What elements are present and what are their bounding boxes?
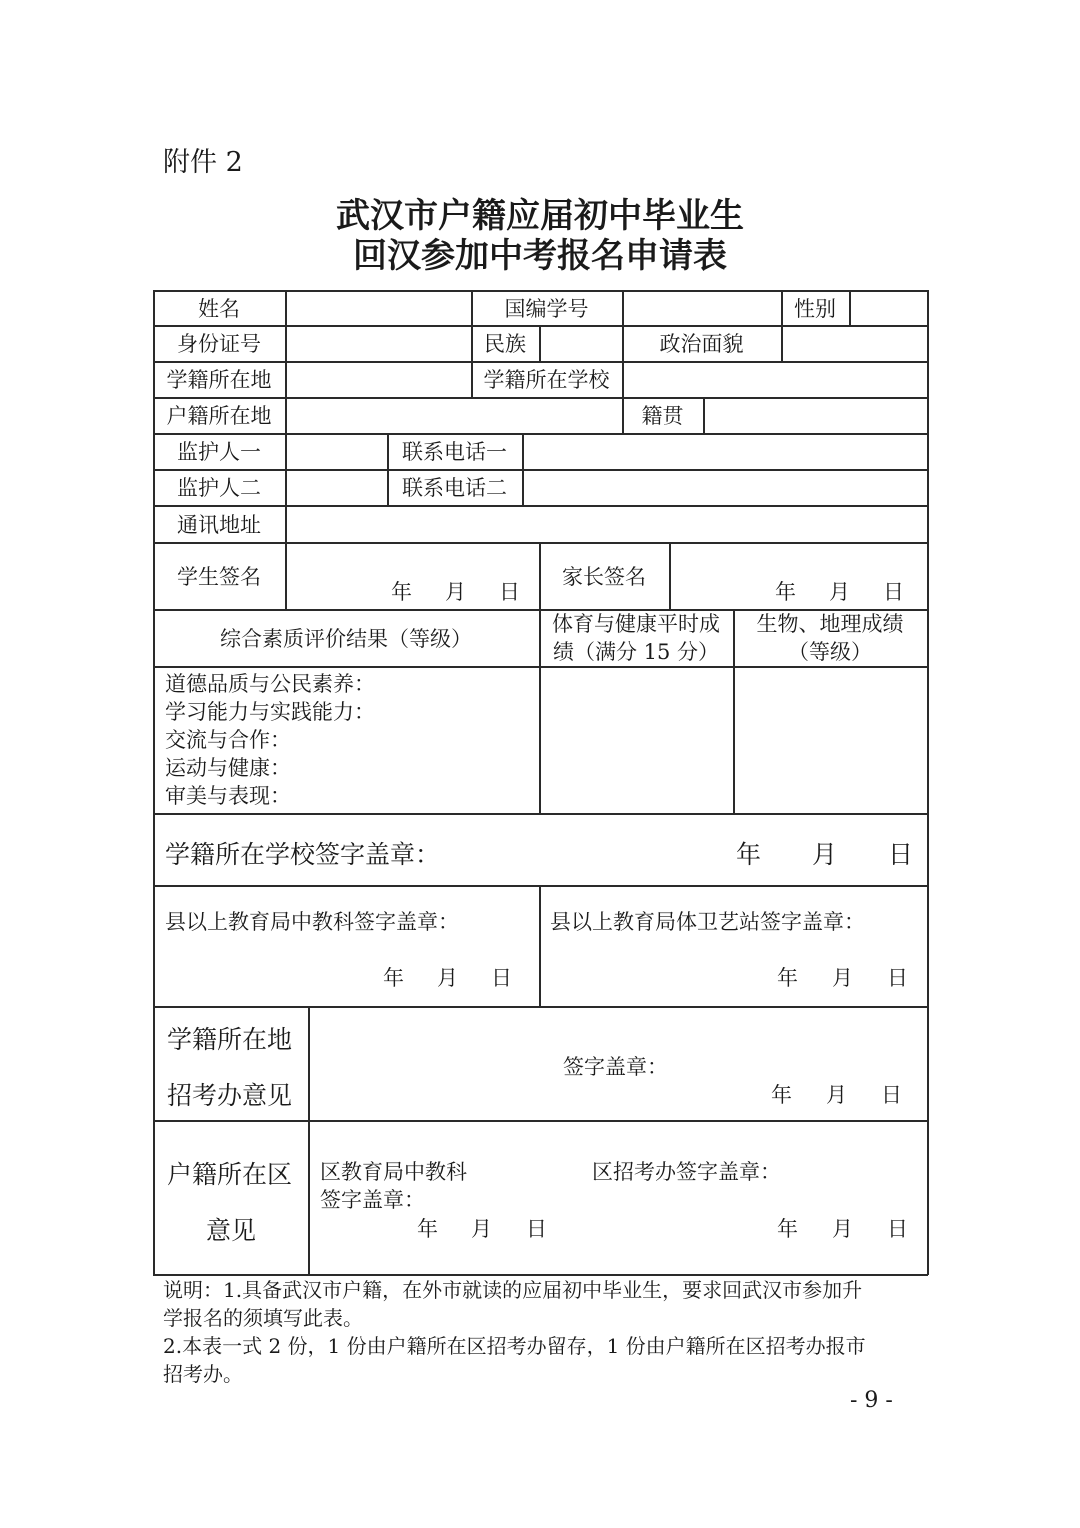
note-line: 学报名的须填写此表。 — [163, 1306, 363, 1330]
eval-items — [165, 670, 535, 810]
date-month: 月 — [437, 966, 458, 990]
eval-item: 学习能力与实践能力： — [165, 700, 375, 724]
name-label: 姓名 — [198, 297, 240, 321]
native-place-label: 籍贯 — [641, 404, 684, 428]
note-line: 说明：1.具备武汉市户籍，在外市就读的应届初中毕业生，要求回武汉市参加升 — [163, 1278, 863, 1302]
guardian1-field[interactable] — [285, 433, 387, 469]
pe-header — [539, 609, 733, 666]
gender-label: 性别 — [794, 297, 836, 321]
date-year: 年 — [777, 1217, 798, 1241]
date-day: 日 — [883, 580, 904, 604]
form-title-line1: 武汉市户籍应届初中毕业生 — [336, 196, 744, 236]
date-month: 月 — [832, 1217, 853, 1241]
phone1-label: 联系电话一 — [402, 440, 507, 464]
student-sign-label: 学生签名 — [177, 564, 261, 589]
county-pe-seal-label: 县以上教育局体卫艺站签字盖章： — [550, 910, 865, 934]
hukou-district-line1: 户籍所在区 — [167, 1160, 293, 1189]
address-label: 通讯地址 — [177, 512, 261, 537]
school-name-label: 学籍所在学校 — [483, 368, 610, 392]
date-year: 年 — [771, 1083, 792, 1107]
phone2-field[interactable] — [522, 469, 927, 505]
national-id-no-field[interactable] — [622, 290, 781, 326]
form-title-line2: 回汉参加中考报名申请表 — [353, 236, 727, 276]
id-card-label: 身份证号 — [177, 332, 261, 356]
political-status-label: 政治面貌 — [659, 332, 744, 356]
district-edu-line1: 区教育局中教科 — [320, 1160, 467, 1184]
national-id-no-label: 国编学号 — [504, 297, 589, 321]
ethnicity-field[interactable] — [539, 325, 622, 361]
notes — [163, 1276, 923, 1388]
bio-header-line1: 生物、地理成绩 — [756, 611, 904, 636]
note-line: 招考办。 — [163, 1362, 243, 1386]
bio-header-line2: （等级） — [788, 639, 872, 664]
date-year: 年 — [417, 1217, 438, 1241]
date-month: 月 — [445, 580, 466, 604]
date-year: 年 — [736, 840, 762, 869]
native-place-field[interactable] — [703, 397, 927, 433]
pe-score-field[interactable] — [539, 666, 733, 813]
date-day: 日 — [491, 966, 512, 990]
parent-sign-label: 家长签名 — [562, 564, 646, 589]
student-sign-field[interactable] — [285, 542, 539, 609]
date-year: 年 — [383, 966, 404, 990]
date-year: 年 — [777, 966, 798, 990]
hukou-region-field[interactable] — [285, 397, 622, 433]
district-edu-line2: 签字盖章： — [320, 1188, 425, 1212]
guardian2-label: 监护人二 — [177, 476, 261, 500]
school-region-field[interactable] — [285, 361, 471, 397]
date-day: 日 — [887, 1217, 908, 1241]
date-day: 日 — [887, 966, 908, 990]
eval-item: 交流与合作： — [165, 728, 291, 752]
school-region-office-line1: 学籍所在地 — [167, 1025, 293, 1054]
political-status-field[interactable] — [781, 325, 927, 361]
note-line: 2.本表一式 2 份，1 份由户籍所在区招考办留存，1 份由户籍所在区招考办报市 — [163, 1334, 866, 1358]
county-edu-seal-label: 县以上教育局中教科签字盖章： — [165, 910, 459, 934]
school-seal-label: 学籍所在学校签字盖章： — [165, 840, 441, 869]
date-year: 年 — [391, 580, 412, 604]
ethnicity-label: 民族 — [484, 332, 526, 356]
attachment-label: 附件 2 — [163, 147, 243, 178]
date-month: 月 — [826, 1083, 847, 1107]
hukou-district-line2: 意见 — [206, 1216, 257, 1245]
district-exam-seal-label: 区招考办签字盖章： — [592, 1160, 781, 1184]
name-field[interactable] — [285, 290, 471, 326]
date-day: 日 — [499, 580, 520, 604]
sign-seal-label: 签字盖章： — [563, 1055, 668, 1079]
guardian1-label: 监护人一 — [177, 440, 261, 464]
date-month: 月 — [471, 1217, 492, 1241]
bio-geo-header — [733, 609, 927, 666]
gender-field[interactable] — [849, 290, 927, 326]
page-number: - 9 - — [850, 1388, 893, 1413]
date-month: 月 — [829, 580, 850, 604]
pe-header-line1: 体育与健康平时成 — [552, 611, 720, 636]
hukou-region-label: 户籍所在地 — [166, 404, 272, 428]
eval-item: 道德品质与公民素养： — [165, 672, 375, 696]
school-region-office-line2: 招考办意见 — [167, 1081, 293, 1110]
bio-geo-score-field[interactable] — [733, 666, 927, 813]
date-day: 日 — [888, 840, 914, 869]
date-day: 日 — [881, 1083, 902, 1107]
eval-item: 运动与健康： — [165, 756, 291, 780]
date-month: 月 — [832, 966, 853, 990]
date-month: 月 — [812, 840, 838, 869]
id-card-field[interactable] — [285, 325, 471, 361]
pe-header-line2: 绩（满分 15 分） — [552, 639, 720, 664]
phone1-field[interactable] — [522, 433, 927, 469]
date-day: 日 — [526, 1217, 547, 1241]
eval-item: 审美与表现： — [165, 784, 291, 808]
address-field[interactable] — [285, 505, 927, 542]
phone2-label: 联系电话二 — [402, 476, 507, 500]
date-year: 年 — [775, 580, 796, 604]
school-name-field[interactable] — [622, 361, 927, 397]
eval-header: 综合素质评价结果（等级） — [220, 626, 472, 651]
school-region-label: 学籍所在地 — [166, 368, 272, 392]
guardian2-field[interactable] — [285, 469, 387, 505]
parent-sign-field[interactable] — [669, 542, 927, 609]
